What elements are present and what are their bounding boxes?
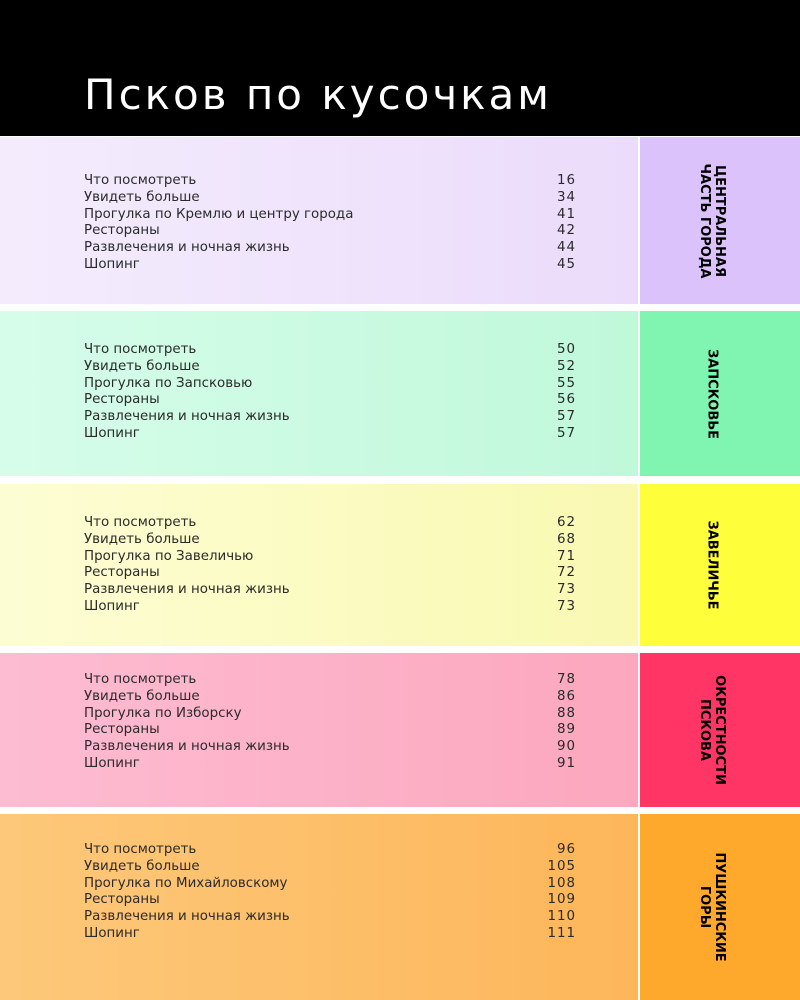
section-central-city (0, 137, 800, 304)
toc-entry[interactable] (84, 892, 576, 909)
toc-entry[interactable] (84, 515, 576, 532)
section-tab-label: ОКРЕСТНОСТИ ПСКОВА (697, 675, 727, 785)
entry-label: Увидеть больше (84, 688, 200, 704)
entry-list (84, 842, 576, 943)
entry-page-number: 44 (556, 240, 576, 256)
entry-label: Увидеть больше (84, 358, 200, 374)
toc-entry[interactable] (84, 207, 576, 224)
toc-entry[interactable] (84, 392, 576, 409)
entry-page-number: 78 (556, 672, 576, 687)
entry-page-number: 109 (547, 892, 576, 908)
entry-label: Развлечения и ночная жизнь (84, 909, 290, 925)
entry-label: Прогулка по Кремлю и центру города (84, 206, 354, 222)
entry-label: Шопинг (84, 755, 140, 771)
page-title: Псков по кусочкам (84, 70, 552, 119)
toc-entry[interactable] (84, 909, 576, 926)
entry-page-number: 105 (547, 858, 576, 874)
section-tab-label: ЦЕНТРАЛЬНАЯ ЧАСТЬ ГОРОДА (697, 163, 727, 278)
entry-label: Шопинг (84, 256, 140, 272)
entry-page-number: 108 (547, 875, 576, 891)
entry-page-number: 41 (556, 206, 576, 222)
entry-label: Прогулка по Запсковью (84, 375, 253, 391)
entry-page-number: 50 (556, 342, 576, 357)
entry-page-number: 34 (556, 189, 576, 205)
toc-entry[interactable] (84, 859, 576, 876)
entry-page-number: 71 (556, 548, 576, 564)
toc-entry[interactable] (84, 173, 576, 190)
entry-label: Прогулка по Изборску (84, 705, 242, 721)
toc-entry[interactable] (84, 359, 576, 376)
entry-label: Увидеть больше (84, 531, 200, 547)
toc-entry[interactable] (84, 672, 576, 689)
entry-list (84, 342, 576, 443)
entry-page-number: 57 (556, 409, 576, 425)
toc-entry[interactable] (84, 223, 576, 240)
toc-entry[interactable] (84, 876, 576, 893)
entry-page-number: 68 (556, 531, 576, 547)
entry-page-number: 89 (556, 722, 576, 738)
entry-list (84, 173, 576, 274)
entry-label: Шопинг (84, 598, 140, 614)
section-body (0, 311, 638, 476)
entry-label: Что посмотреть (84, 515, 197, 530)
entry-list (84, 515, 576, 616)
entry-label: Увидеть больше (84, 858, 200, 874)
toc-entry[interactable] (84, 689, 576, 706)
entry-page-number: 72 (556, 565, 576, 581)
entry-page-number: 52 (556, 358, 576, 374)
entry-label: Шопинг (84, 925, 140, 941)
section-body (0, 484, 638, 646)
section-zapskovye (0, 311, 800, 476)
entry-page-number: 90 (556, 739, 576, 755)
toc-entry[interactable] (84, 257, 576, 274)
entry-label: Рестораны (84, 392, 160, 408)
entry-page-number: 96 (556, 842, 576, 857)
toc-entry[interactable] (84, 342, 576, 359)
entry-page-number: 91 (556, 755, 576, 771)
entry-list (84, 672, 576, 773)
toc-entry[interactable] (84, 756, 576, 773)
entry-label: Что посмотреть (84, 173, 197, 188)
entry-label: Рестораны (84, 722, 160, 738)
toc-entry[interactable] (84, 706, 576, 723)
section-body (0, 653, 638, 807)
entry-page-number: 55 (556, 375, 576, 391)
toc-entry[interactable] (84, 842, 576, 859)
section-pushkin-mountains (0, 814, 800, 1000)
section-tab[interactable] (640, 311, 800, 476)
entry-label: Прогулка по Михайловскому (84, 875, 288, 891)
toc-entry[interactable] (84, 599, 576, 616)
entry-label: Развлечения и ночная жизнь (84, 240, 290, 256)
toc-entry[interactable] (84, 739, 576, 756)
entry-page-number: 42 (556, 223, 576, 239)
entry-page-number: 73 (556, 598, 576, 614)
entry-label: Рестораны (84, 223, 160, 239)
toc-entry[interactable] (84, 426, 576, 443)
section-tab-label: ЗАПСКОВЬЕ (704, 348, 720, 439)
section-body (0, 814, 638, 1000)
entry-label: Рестораны (84, 565, 160, 581)
toc-entry[interactable] (84, 240, 576, 257)
toc-entry[interactable] (84, 532, 576, 549)
toc-entry[interactable] (84, 582, 576, 599)
entry-page-number: 16 (556, 173, 576, 188)
entry-label: Шопинг (84, 425, 140, 441)
entry-label: Что посмотреть (84, 672, 197, 687)
section-body (0, 137, 638, 304)
entry-label: Развлечения и ночная жизнь (84, 582, 290, 598)
toc-entry[interactable] (84, 409, 576, 426)
entry-label: Прогулка по Завеличью (84, 548, 254, 564)
toc-entry[interactable] (84, 190, 576, 207)
entry-page-number: 45 (556, 256, 576, 272)
section-tab[interactable] (640, 484, 800, 646)
entry-label: Рестораны (84, 892, 160, 908)
entry-page-number: 111 (547, 925, 576, 941)
header-bar (0, 0, 800, 136)
section-tab[interactable] (640, 653, 800, 807)
entry-label: Развлечения и ночная жизнь (84, 739, 290, 755)
toc-entry[interactable] (84, 376, 576, 393)
entry-page-number: 73 (556, 582, 576, 598)
entry-page-number: 62 (556, 515, 576, 530)
section-tab[interactable] (640, 137, 800, 304)
entry-page-number: 110 (547, 909, 576, 925)
section-zavelichye (0, 484, 800, 646)
entry-label: Увидеть больше (84, 189, 200, 205)
entry-label: Что посмотреть (84, 342, 197, 357)
entry-page-number: 88 (556, 705, 576, 721)
entry-page-number: 57 (556, 425, 576, 441)
entry-label: Развлечения и ночная жизнь (84, 409, 290, 425)
toc-entry[interactable] (84, 722, 576, 739)
entry-page-number: 56 (556, 392, 576, 408)
section-tab-label: ЗАВЕЛИЧЬЕ (704, 520, 720, 610)
entry-page-number: 86 (556, 688, 576, 704)
entry-label: Что посмотреть (84, 842, 197, 857)
section-tab[interactable] (640, 814, 800, 1000)
toc-entry[interactable] (84, 926, 576, 943)
section-tab-label: ПУШКИНСКИЕ ГОРЫ (697, 852, 727, 962)
toc-entry[interactable] (84, 565, 576, 582)
toc-entry[interactable] (84, 549, 576, 566)
section-pskov-surroundings (0, 653, 800, 807)
